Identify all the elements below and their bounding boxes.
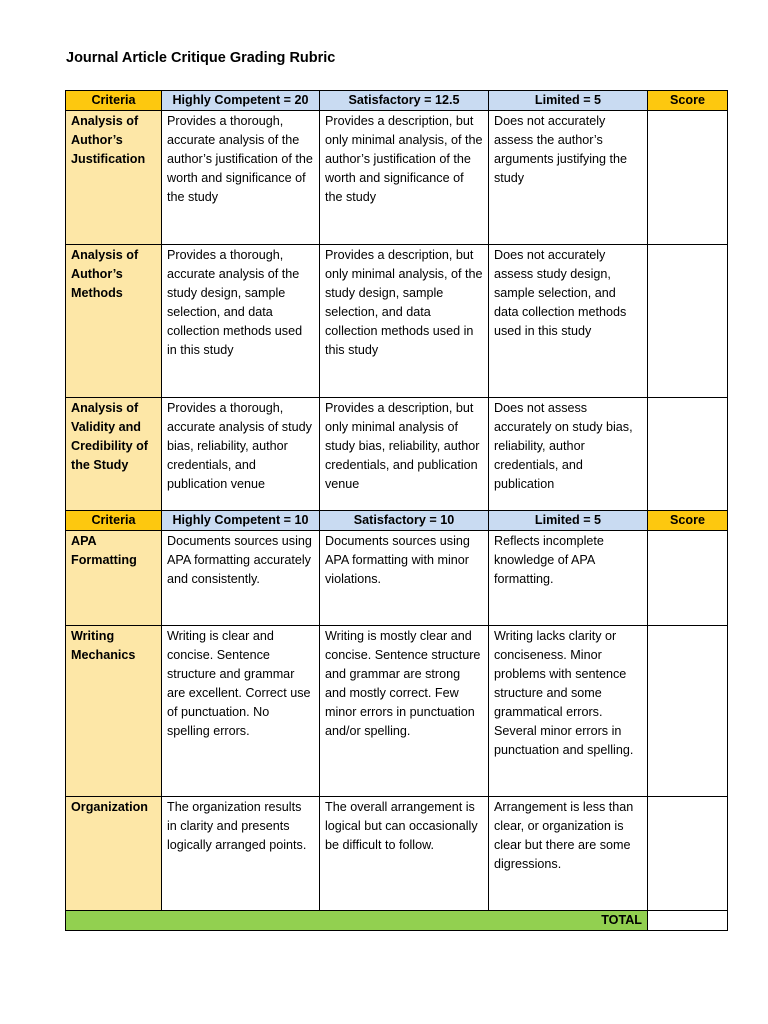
table-row — [66, 531, 728, 626]
score-cell[interactable] — [648, 398, 728, 511]
satisfactory-cell: The overall arrangement is logical but can occasionally be difficult to follow. — [320, 797, 489, 911]
limited-cell: Writing lacks clarity or conciseness. Minor problems with sentence structure and some grammatical errors. Several minor errors in punctuation and spelling. — [489, 626, 648, 797]
limited-cell: Arrangement is less than clear, or organization is clear but there are some digressions. — [489, 797, 648, 911]
table-row — [66, 245, 728, 398]
table-row — [66, 626, 728, 797]
header-satisfactory: Satisfactory = 12.5 — [320, 91, 489, 111]
table-row — [66, 111, 728, 245]
total-row — [66, 911, 728, 931]
satisfactory-cell: Provides a description, but only minimal analysis, of the study design, sample selection, and data collection methods used in this study — [320, 245, 489, 398]
highly-competent-cell: Provides a thorough, accurate analysis of study bias, reliability, author credentials, and publication venue — [162, 398, 320, 511]
score-cell[interactable] — [648, 245, 728, 398]
satisfactory-cell: Writing is mostly clear and concise. Sentence structure and grammar are strong and mostly correct. Few minor errors in punctuation and/or spelling. — [320, 626, 489, 797]
limited-cell: Does not accurately assess study design, sample selection, and data collection methods used in this study — [489, 245, 648, 398]
header-limited: Limited = 5 — [489, 511, 648, 531]
limited-cell: Does not assess accurately on study bias, reliability, author credentials, and publication — [489, 398, 648, 511]
satisfactory-cell: Documents sources using APA formatting with minor violations. — [320, 531, 489, 626]
header-criteria: Criteria — [66, 91, 162, 111]
header-highly-competent: Highly Competent = 20 — [162, 91, 320, 111]
criteria-cell: Analysis of Author’s Methods — [66, 245, 162, 398]
limited-cell: Reflects incomplete knowledge of APA formatting. — [489, 531, 648, 626]
grading-rubric-table — [65, 90, 728, 931]
table-row — [66, 398, 728, 511]
page-title: Journal Article Critique Grading Rubric — [66, 50, 336, 66]
header-highly-competent: Highly Competent = 10 — [162, 511, 320, 531]
satisfactory-cell: Provides a description, but only minimal analysis of study bias, reliability, author credentials, and publication venue — [320, 398, 489, 511]
total-label: TOTAL — [66, 911, 648, 931]
score-cell[interactable] — [648, 111, 728, 245]
criteria-cell: Analysis of Author’s Justification — [66, 111, 162, 245]
header-score: Score — [648, 91, 728, 111]
highly-competent-cell: Provides a thorough, accurate analysis of the study design, sample selection, and data collection methods used in this study — [162, 245, 320, 398]
header-satisfactory: Satisfactory = 10 — [320, 511, 489, 531]
score-cell[interactable] — [648, 626, 728, 797]
criteria-cell: APA Formatting — [66, 531, 162, 626]
table-row — [66, 797, 728, 911]
criteria-cell: Organization — [66, 797, 162, 911]
header-criteria: Criteria — [66, 511, 162, 531]
header-score: Score — [648, 511, 728, 531]
header-row — [66, 91, 728, 111]
total-score-cell[interactable] — [648, 911, 728, 931]
score-cell[interactable] — [648, 797, 728, 911]
highly-competent-cell: Writing is clear and concise. Sentence structure and grammar are excellent. Correct use of punctuation. No spelling errors. — [162, 626, 320, 797]
criteria-cell: Writing Mechanics — [66, 626, 162, 797]
limited-cell: Does not accurately assess the author’s arguments justifying the study — [489, 111, 648, 245]
satisfactory-cell: Provides a description, but only minimal analysis, of the author’s justification of the worth and significance of the study — [320, 111, 489, 245]
criteria-cell: Analysis of Validity and Credibility of the Study — [66, 398, 162, 511]
highly-competent-cell: The organization results in clarity and presents logically arranged points. — [162, 797, 320, 911]
highly-competent-cell: Documents sources using APA formatting accurately and consistently. — [162, 531, 320, 626]
header-row — [66, 511, 728, 531]
score-cell[interactable] — [648, 531, 728, 626]
header-limited: Limited = 5 — [489, 91, 648, 111]
highly-competent-cell: Provides a thorough, accurate analysis of the author’s justification of the worth and significance of the study — [162, 111, 320, 245]
